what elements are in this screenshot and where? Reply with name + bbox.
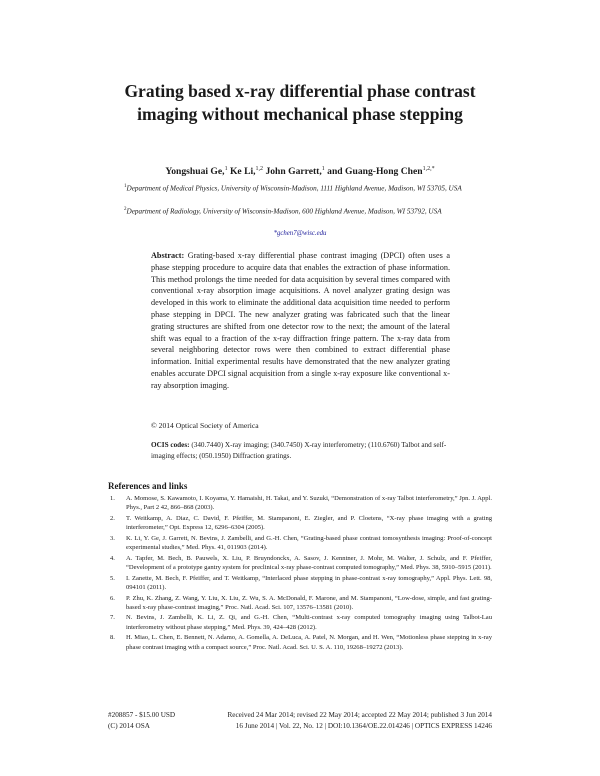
abstract <box>151 250 450 392</box>
author-name: and Guang-Hong Chen <box>324 166 423 178</box>
affiliation-mark: 2 <box>124 207 127 212</box>
paper-title: Grating based x-ray differential phase contrast imaging without mechanical phase stepping <box>124 81 476 124</box>
affiliation-text: Department of Radiology, University of Wisconsin-Madison, 600 Highland Avenue, Madison, WI 53792, USA <box>126 207 442 216</box>
reference-item <box>108 633 492 651</box>
reference-number: 1. <box>110 495 115 502</box>
footer-dates: Received 24 Mar 2014; revised 22 May 2014; accepted 22 May 2014; published 3 Jun 2014 <box>227 711 492 719</box>
reference-text: P. Zhu, K. Zhang, Z. Wang, Y. Liu, X. Liu, Z. Wu, S. A. McDonald, F. Marone, and M. Stampanoni, “Low-dose, simple, and fast grating-based x-ray phase-contrast imaging,” Proc. Natl. Acad. Sci. 107, 13576–13581 (2010). <box>126 594 492 611</box>
reference-number: 3. <box>110 534 115 542</box>
reference-text: A. Tapfer, M. Bech, B. Pauwels, X. Liu, P. Bruyndonckx, A. Sasov, J. Kenntner, J. Mohr, M. Walter, J. Schulz, and F. Pfeiffer, “Development of a prototype gantry system for preclinical x-ray phase-contrast computed tomography,” Med. Phys. 38, 5910–5915 (2011). <box>126 554 492 571</box>
reference-item <box>108 574 492 592</box>
author-affiliation-mark: 1,2 <box>255 166 264 172</box>
affiliation-1 <box>124 182 484 193</box>
reference-text: K. Li, Y. Ge, J. Garrett, N. Bevins, J. Zambelli, and G.-H. Chen, “Grating-based phase contrast tomosynthesis imaging: Proof-of-concept experimental studies,” Med. Phys. 41, 011903 (2014). <box>126 534 492 552</box>
affiliation-text: Department of Medical Physics, University of Wisconsin-Madison, 1111 Highland Avenue, Madison, WI 53705, USA <box>126 184 462 193</box>
reference-item <box>108 554 492 572</box>
footer-journal-info: 16 June 2014 | Vol. 22, No. 12 | DOI:10.1364/OE.22.014246 | OPTICS EXPRESS 14246 <box>235 722 492 730</box>
reference-number: 7. <box>110 614 115 622</box>
reference-text: I. Zanette, M. Bech, F. Pfeiffer, and T. Weitkamp, “Interlaced phase stepping in phase-contrast x-ray tomography,” Appl. Phys. Lett. 98, 094101 (2011). <box>126 574 492 591</box>
reference-item <box>108 594 492 612</box>
corresponding-email-link[interactable]: *gchen7@wisc.edu <box>273 230 327 237</box>
author-affiliation-mark: 1 <box>321 166 325 172</box>
reference-list <box>108 494 492 653</box>
abstract-text: Grating-based x-ray differential phase contrast imaging (DPCI) often uses a phase stepping procedure to acquire data that enables the extraction of phase information. This method prolongs the time needed for data acquisition by several times compared with conventional x-ray absorption image acquisitions. A novel analyzer grating design was developed in this work to eliminate the additional data acquisition time needed to perform phase stepping in DPCI. The new analyzer grating was fabricated such that the linear grating structures are shifted from one detector row to the next; the amount of the lateral shift was equal to a fraction of the x-ray diffraction fringe pattern. The x-ray data from several neighboring detector rows were then combined to extract differential phase information. Initial experimental results have demonstrated that the new analyzer grating enables accurate DPCI signal acquisition from a single x-ray exposure like conventional x-ray absorption imaging. <box>151 251 450 390</box>
ocis-label: OCIS codes: <box>151 441 190 449</box>
reference-number: 5. <box>110 574 115 582</box>
ocis-text: (340.7440) X-ray imaging; (340.7450) X-ray interferometry; (110.6760) Talbot and self-imaging effects; (050.1950) Diffraction gratings. <box>151 441 447 460</box>
affiliation-2 <box>124 205 484 216</box>
copyright-notice: © 2014 Optical Society of America <box>151 421 259 430</box>
reference-text: T. Weitkamp, A. Diaz, C. David, F. Pfeiffer, M. Stampanoni, E. Ziegler, and P. Cloetens, “X-ray phase imaging with a grating interferometer,” Opt. Express 12, 6296–6304 (2005). <box>126 514 492 532</box>
reference-number: 2. <box>110 514 115 522</box>
reference-number: 4. <box>110 554 115 562</box>
reference-text: H. Miao, L. Chen, E. Bennett, N. Adamo, A. Gomella, A. DeLuca, A. Patel, N. Morgan, and H. Wen, “Motionless phase stepping in x-ray phase contrast imaging with a compact source,” Proc. Natl. Acad. Sci. U. S. A. 110, 19268–19272 (2013). <box>126 634 492 651</box>
reference-item <box>108 514 492 532</box>
footer-price: #208857 - $15.00 USD <box>108 711 176 719</box>
reference-item <box>108 534 492 552</box>
references-heading: References and links <box>108 481 188 491</box>
affiliation-mark: 1 <box>124 184 127 189</box>
footer-left <box>108 710 175 732</box>
author-affiliation-mark: 1 <box>224 166 228 172</box>
reference-text: A. Momose, S. Kawamoto, I. Koyama, Y. Hamaishi, H. Takai, and Y. Suzuki, “Demonstration of x-ray Talbot interferometry,” Jpn. J. Appl. Phys., Part 2 42, 866–868 (2003). <box>126 495 492 512</box>
reference-text: N. Bevins, J. Zambelli, K. Li, Z. Qi, and G.-H. Chen, “Multi-contrast x-ray computed tomography imaging using Talbot-Lau interferometry without phase stepping,” Med. Phys. 39, 424–428 (2012). <box>126 614 492 631</box>
reference-number: 8. <box>110 634 115 642</box>
author-affiliation-mark: 1,2,* <box>422 166 435 172</box>
reference-item <box>108 613 492 631</box>
abstract-label: Abstract: <box>151 251 185 260</box>
reference-number: 6. <box>110 594 115 602</box>
footer-copyright: (C) 2014 OSA <box>108 722 150 730</box>
author-name: Yongshuai Ge, <box>165 166 225 178</box>
ocis-codes <box>151 440 451 461</box>
author-name: Ke Li, <box>227 166 256 178</box>
footer-right <box>200 710 492 732</box>
reference-item <box>108 494 492 512</box>
author-name: John Garrett, <box>263 166 322 178</box>
author-list <box>80 166 520 177</box>
